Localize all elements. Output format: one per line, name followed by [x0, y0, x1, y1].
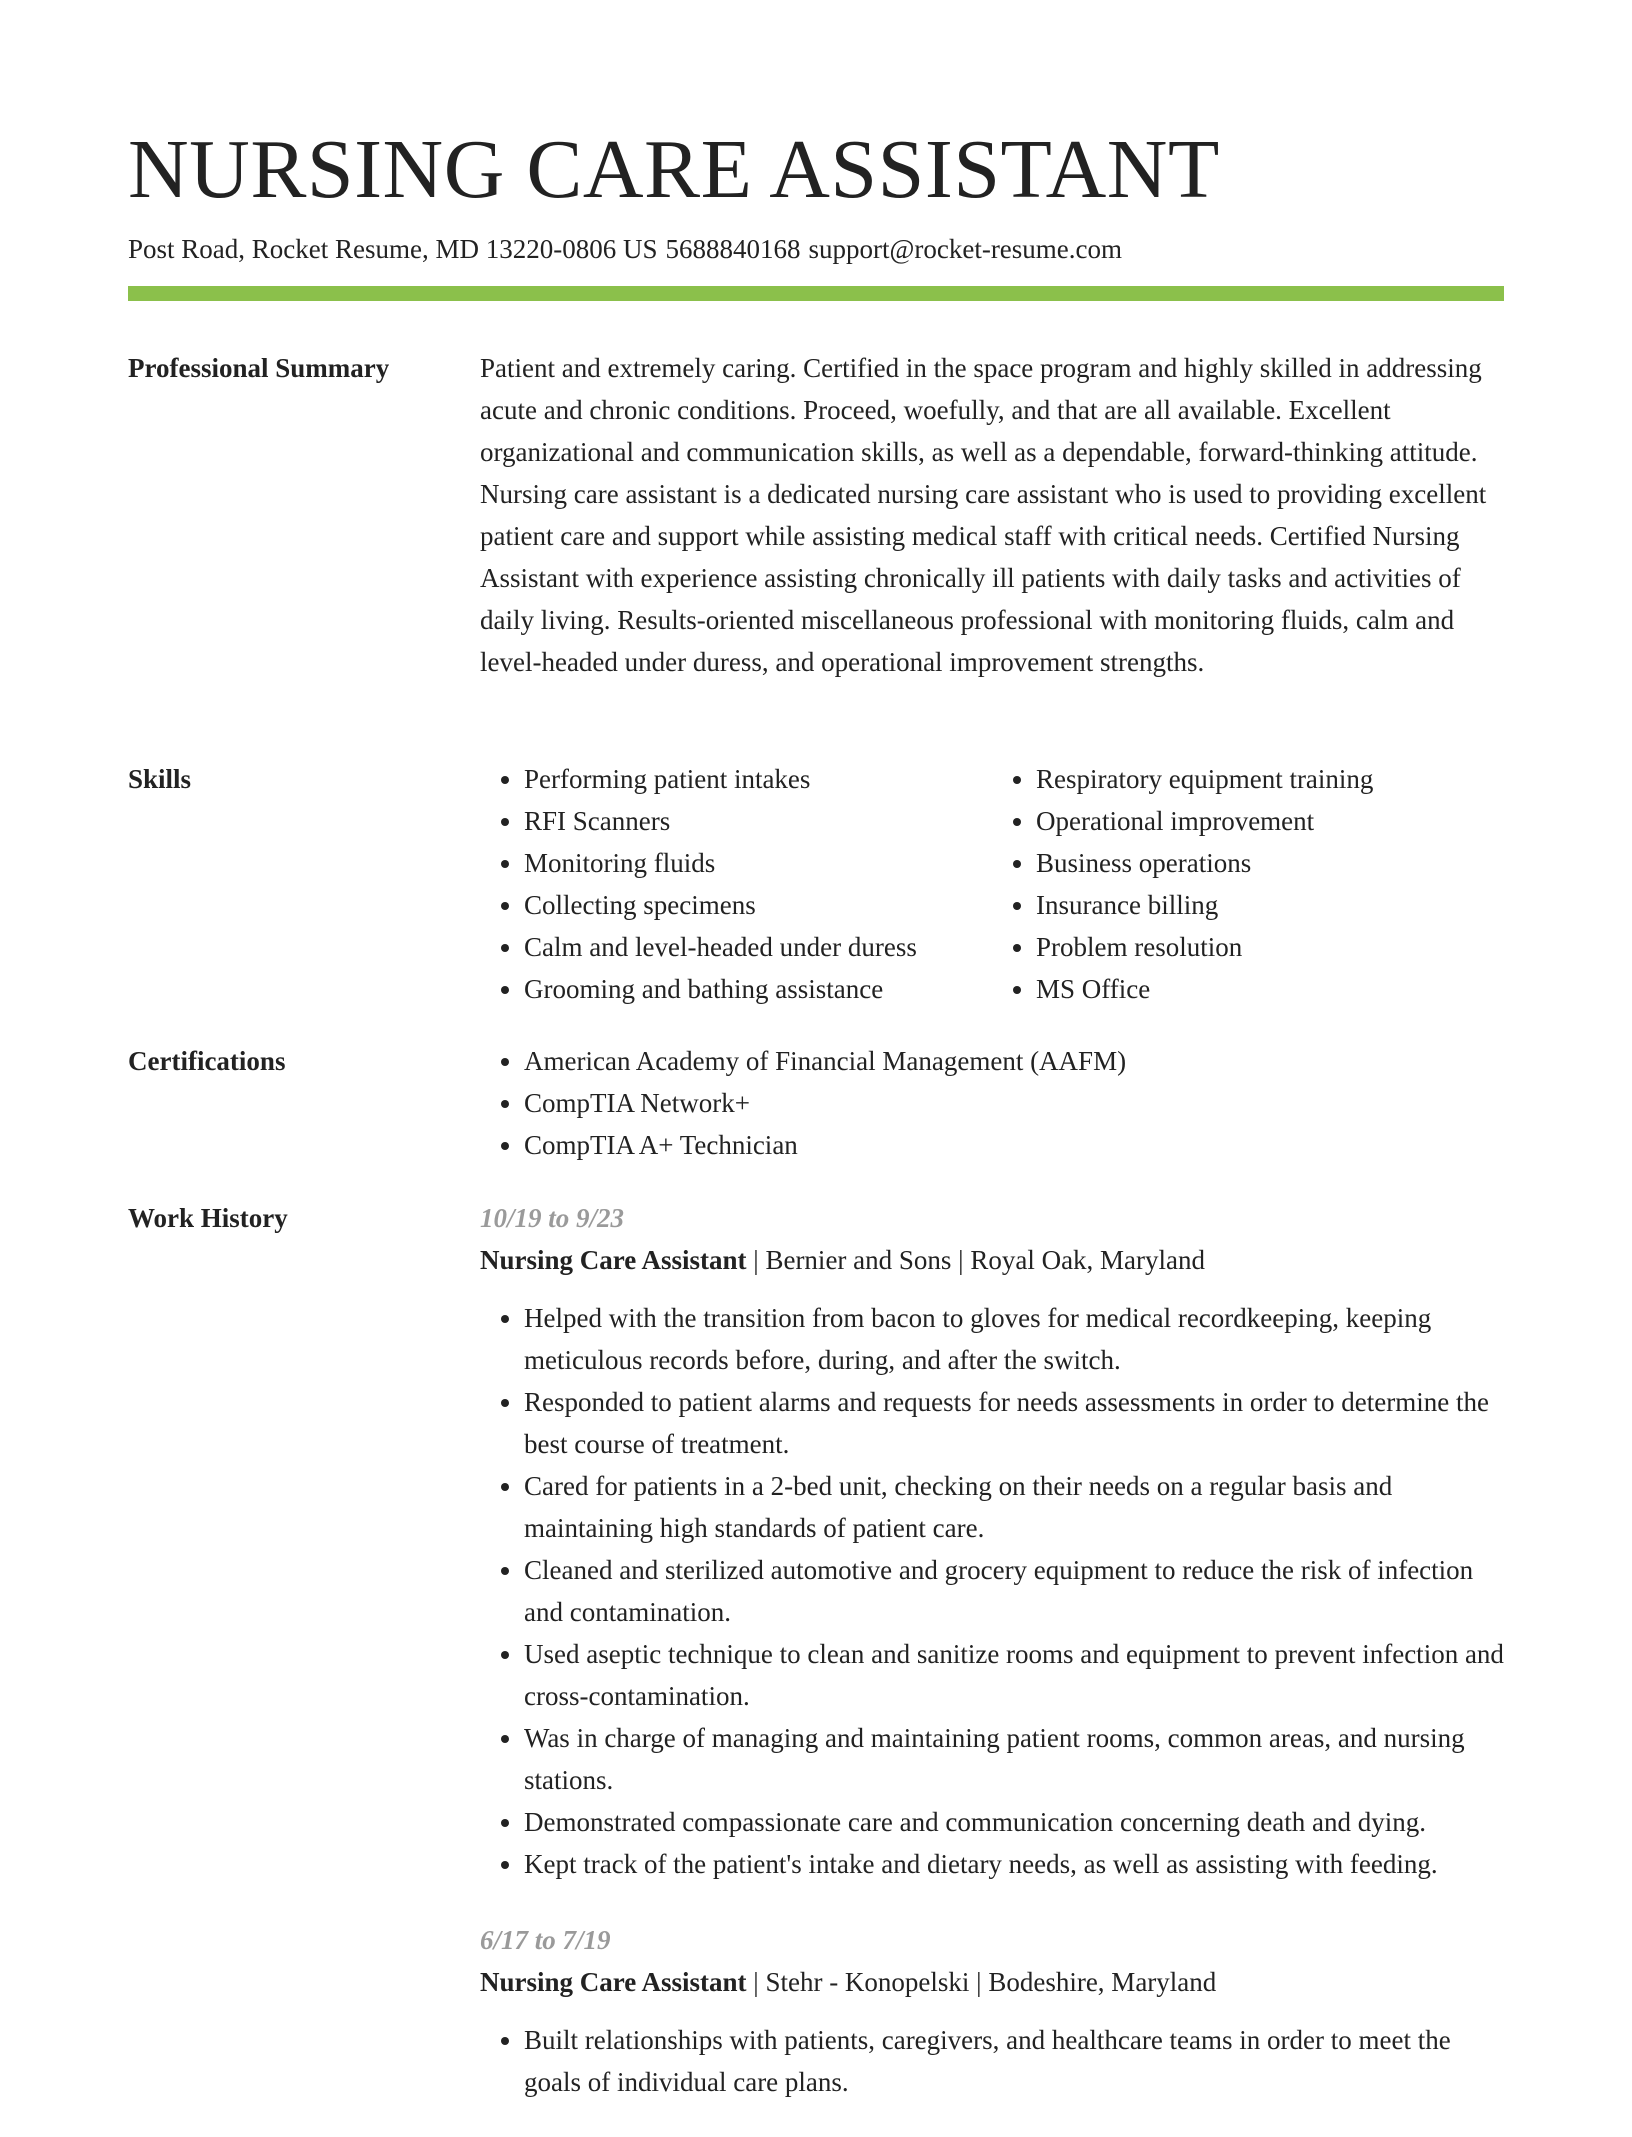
list-item: • Was in charge of managing and maintaining patient rooms, common areas, and nursing stations.: [524, 1717, 1504, 1801]
job-details: | Stehr - Konopelski | Bodeshire, Maryland: [746, 1967, 1217, 1997]
list-item: • Kept track of the patient's intake and dietary needs, as well as assisting with feeding.: [524, 1843, 1504, 1885]
job-dates: 6/17 to 7/19: [480, 1925, 611, 1955]
skills-list-right: [992, 758, 1504, 1010]
certifications-list: [480, 1040, 1504, 1166]
job-title: Nursing Care Assistant: [480, 1245, 747, 1275]
contact-phone: 5688840168: [665, 234, 801, 264]
certifications-label: Certifications: [128, 1046, 286, 1076]
certifications-body: [480, 1040, 1504, 1166]
list-item: • Problem resolution: [1036, 926, 1504, 968]
list-item: • Respiratory equipment training: [1036, 758, 1504, 800]
job-entry: [480, 1919, 1504, 2103]
contact-email: support@rocket-resume.com: [808, 234, 1123, 264]
candidate-name: NURSING CARE ASSISTANT: [128, 123, 1220, 216]
skills-columns: [480, 758, 1504, 1010]
list-item: • Helped with the transition from bacon to gloves for medical recordkeeping, keeping meticulous records before, during, and after the switch.: [524, 1297, 1504, 1381]
list-item: • Business operations: [1036, 842, 1504, 884]
list-item: • MS Office: [1036, 968, 1504, 1010]
work-history-label: Work History: [128, 1203, 288, 1233]
list-item: • Monitoring fluids: [524, 842, 992, 884]
list-item: • CompTIA Network+: [524, 1082, 1504, 1124]
summary-label: Professional Summary: [128, 353, 390, 383]
list-item: • Calm and level-headed under duress: [524, 926, 992, 968]
list-item: • CompTIA A+ Technician: [524, 1124, 1504, 1166]
list-item: • RFI Scanners: [524, 800, 992, 842]
list-item: • Used aseptic technique to clean and sanitize rooms and equipment to prevent infection and cross-contamination.: [524, 1633, 1504, 1717]
list-item: • Responded to patient alarms and requests for needs assessments in order to determine the best course of treatment.: [524, 1381, 1504, 1465]
job-dates: 10/19 to 9/23: [480, 1203, 625, 1233]
summary-text: Patient and extremely caring. Certified in the space program and highly skilled in addressing acute and chronic conditions. Proceed, woefully, and that are all available. Excellent organizational and communication skills, as well as a dependable, forward-thinking attitude. Nursing care assistant is a dedicated nursing care assistant who is used to providing excellent patient care and support while assisting medical staff with critical needs. Certified Nursing Assistant with experience assisting chronically ill patients with daily tasks and activities of daily living. Results-oriented miscellaneous professional with monitoring fluids, calm and level-headed under duress, and operational improvement strengths.: [480, 353, 1487, 677]
summary-body: [480, 347, 1504, 683]
contact-line: [128, 232, 1130, 266]
list-item: • American Academy of Financial Management (AAFM): [524, 1040, 1504, 1082]
list-item: • Operational improvement: [1036, 800, 1504, 842]
skills-body: [480, 758, 1504, 1010]
job-details: | Bernier and Sons | Royal Oak, Maryland: [746, 1245, 1206, 1275]
job-bullets: [480, 1297, 1504, 1885]
list-item: • Collecting specimens: [524, 884, 992, 926]
header-divider: [128, 286, 1504, 301]
list-item: • Built relationships with patients, caregivers, and healthcare teams in order to meet the goals of individual care plans.: [524, 2019, 1504, 2103]
list-item: • Performing patient intakes: [524, 758, 992, 800]
job-title: Nursing Care Assistant: [480, 1967, 747, 1997]
list-item: • Demonstrated compassionate care and communication concerning death and dying.: [524, 1801, 1504, 1843]
contact-address: Post Road, Rocket Resume, MD 13220-0806 US: [128, 234, 658, 264]
skills-list-left: [480, 758, 992, 1010]
job-bullets: [480, 2019, 1504, 2103]
work-history-body: [480, 1197, 1504, 2137]
list-item: • Cared for patients in a 2-bed unit, checking on their needs on a regular basis and maintaining high standards of patient care.: [524, 1465, 1504, 1549]
list-item: • Cleaned and sterilized automotive and grocery equipment to reduce the risk of infection and contamination.: [524, 1549, 1504, 1633]
job-heading: [480, 1961, 1504, 2003]
job-entry: [480, 1197, 1504, 1885]
job-heading: [480, 1239, 1504, 1281]
list-item: • Grooming and bathing assistance: [524, 968, 992, 1010]
skills-label: Skills: [128, 764, 192, 794]
list-item: • Insurance billing: [1036, 884, 1504, 926]
